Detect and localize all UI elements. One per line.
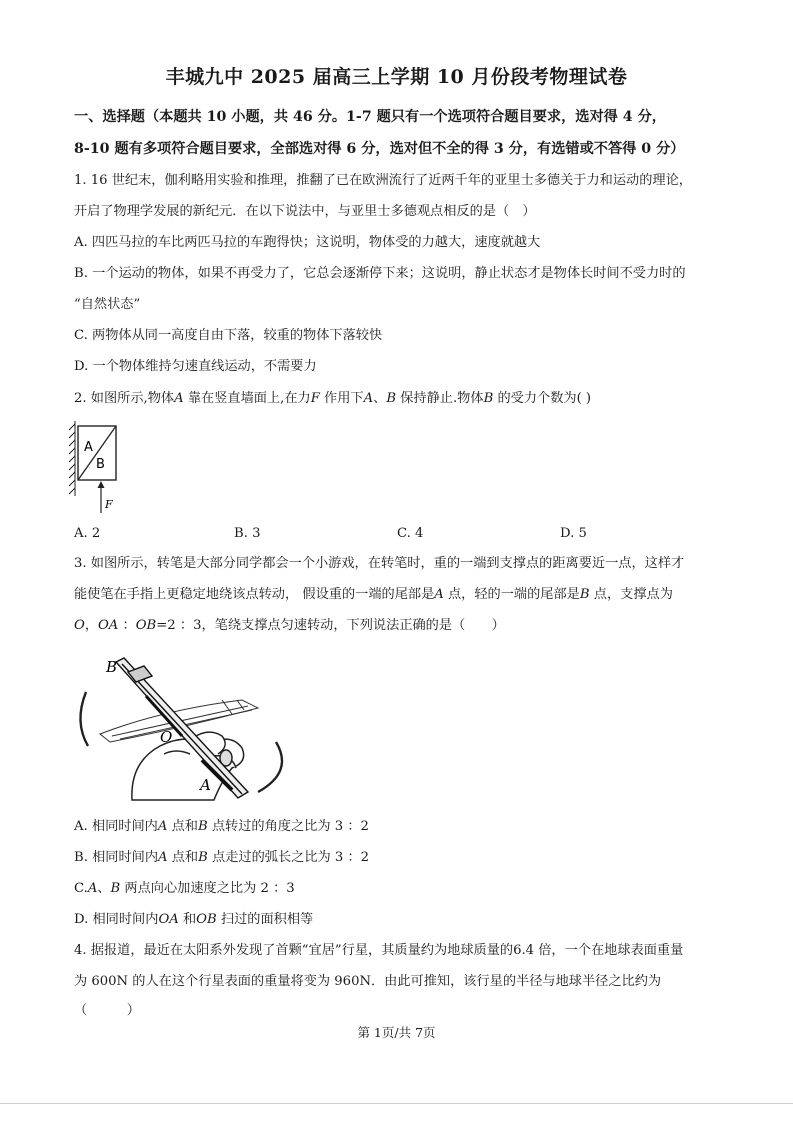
section-header-line-1: 一、选择题（本题共 10 小题，共 46 分。1-7 题只有一个选项符合题目要求，选对得 4 分， xyxy=(74,109,666,125)
motion-arc-left xyxy=(80,692,88,746)
q2-wall-blocks-figure xyxy=(66,418,126,518)
q1-option-a: A. 四匹马拉的车比两匹马拉的车跑得快；这说明，物体受的力越大，速度就越大 xyxy=(74,235,541,250)
q3-stem-line-3 xyxy=(74,617,505,635)
q2-var-f: F xyxy=(310,391,320,406)
q3-var-ob: OB xyxy=(196,912,217,927)
bottom-divider xyxy=(0,1103,793,1104)
q3-option-text: 点走过的弧长之比为 3 ：2 xyxy=(207,850,370,865)
q2-option-a: A. 2 xyxy=(74,526,101,541)
q1-option-c: C. 两物体从同一高度自由下落，较重的物体下落较快 xyxy=(74,328,383,343)
motion-arc-right xyxy=(258,742,282,792)
page-title: 丰城九中 2025 届高三上学期 10 月份段考物理试卷 xyxy=(165,66,628,88)
force-f-label: F xyxy=(105,498,113,511)
q3-option-text: 点转过的角度之比为 3 ：2 xyxy=(207,819,369,834)
q2-stem-text: 的受力个数为( ) xyxy=(493,391,592,406)
q2-var-a: A xyxy=(174,391,184,406)
q3-stem-text: ： xyxy=(118,618,136,633)
q3-option-text: C. xyxy=(74,881,88,896)
q3-var-a: A xyxy=(157,819,168,834)
pen-b-label: B xyxy=(106,658,118,676)
q2-option-d: D. 5 xyxy=(560,526,587,541)
q1-option-b-line-1: B. 一个运动的物体，如果不再受力了，它总会逐渐停下来；这说明，静止状态才是物体长时间不受力时的 xyxy=(74,266,686,281)
page-footer: 第 1页/共 7页 xyxy=(357,1025,436,1040)
q3-option-d xyxy=(74,911,313,929)
q3-pen-spinning-figure xyxy=(72,650,302,800)
q2-stem xyxy=(74,390,591,408)
q2-var-a: A xyxy=(363,391,374,406)
q3-stem-text: 能使笔在手指上更稳定地绕该点转动， 假设重的一端的尾部是 xyxy=(74,587,435,602)
q3-stem-line-2 xyxy=(74,586,673,604)
q2-stem-text: 保持静止.物体 xyxy=(396,391,484,406)
q3-var-o: O xyxy=(74,618,85,633)
q2-option-c: C. 4 xyxy=(397,526,424,541)
q3-var-ob: OB xyxy=(135,618,157,633)
q3-option-b xyxy=(74,849,369,867)
q1-option-d: D. 一个物体维持匀速直线运动，不需要力 xyxy=(74,359,317,374)
q3-option-text: 和 xyxy=(178,912,197,927)
pen-a-label: A xyxy=(200,776,211,794)
q2-stem-text: 作用下 xyxy=(319,391,364,406)
q1-stem-line-2: 开启了物理学发展的新纪元．在以下说法中，与亚里士多德观点相反的是（ ） xyxy=(74,204,536,219)
q3-var-a: A xyxy=(87,881,98,896)
q3-var-b: B xyxy=(198,850,208,865)
q3-var-oa: OA xyxy=(98,618,119,633)
q3-stem-text: 点，轻的一端的尾部是 xyxy=(443,587,580,602)
wall-hatching xyxy=(69,421,75,496)
q4-stem-line-1: 4. 据报道，最近在太阳系外发现了首颗“宜居”行星，其质量约为地球质量的6.4 倍，一个在地球表面重量 xyxy=(74,943,684,958)
q3-stem-line-1: 3. 如图所示，转笔是大部分同学都会一个小游戏，在转笔时，重的一端到支撑点的距离要近一点，这样才 xyxy=(74,556,685,571)
q3-option-c xyxy=(74,880,295,898)
section-header-line-2: 8-10 题有多项符合题目要求，全部选对得 6 分，选对但不全的得 3 分，有选错或不答得 0 分） xyxy=(74,141,685,157)
q2-option-b: B. 3 xyxy=(234,526,261,541)
q1-option-b-line-2: “自然状态” xyxy=(74,297,141,312)
q3-option-text: D. 相同时间内 xyxy=(74,912,159,927)
q3-option-text: 点和 xyxy=(167,850,199,865)
q3-stem-text: =2 ：3，笔绕支撑点匀速转动，下列说法正确的是（ ） xyxy=(156,618,505,633)
q3-var-b: B xyxy=(579,587,590,602)
q3-var-oa: OA xyxy=(158,912,179,927)
q3-option-text: 两点向心加速度之比为 2 ：3 xyxy=(120,881,295,896)
q2-stem-text: 靠在竖直墙面上,在力 xyxy=(183,391,311,406)
q3-option-text: 点和 xyxy=(167,819,198,834)
q4-answer-blank: （ ） xyxy=(74,1003,140,1018)
q3-option-a xyxy=(74,818,369,836)
pivot-o-label: O xyxy=(160,728,173,746)
q3-option-text: 、 xyxy=(97,881,111,896)
q3-var-a: A xyxy=(158,850,168,865)
q4-stem-line-2: 为 600N 的人在这个行星表面的重量将变为 960N．由此可推知，该行星的半径与地球半径之比约为 xyxy=(74,974,662,989)
force-arrow-head xyxy=(98,481,105,488)
q3-option-text: A. 相同时间内 xyxy=(74,819,158,834)
q2-stem-text: 2. 如图所示,物体 xyxy=(74,391,175,406)
q3-var-b: B xyxy=(110,881,121,896)
block-a-label: A xyxy=(84,440,93,455)
q3-option-text: 扫过的面积相等 xyxy=(216,912,314,927)
q2-var-b: B xyxy=(483,391,494,406)
q3-var-b: B xyxy=(197,819,208,834)
q3-stem-text: 点，支撑点为 xyxy=(589,587,673,602)
q2-stem-text: 、 xyxy=(373,391,387,406)
q3-stem-text: ， xyxy=(84,618,98,633)
q2-var-b: B xyxy=(386,391,397,406)
q3-var-a: A xyxy=(434,587,444,602)
q1-stem-line-1: 1. 16 世纪末，伽利略用实验和推理，推翻了已在欧洲流行了近两千年的亚里士多德关于力和运动的理论， xyxy=(74,173,692,188)
block-b-label: B xyxy=(96,457,105,472)
q3-option-text: B. 相同时间内 xyxy=(74,850,159,865)
